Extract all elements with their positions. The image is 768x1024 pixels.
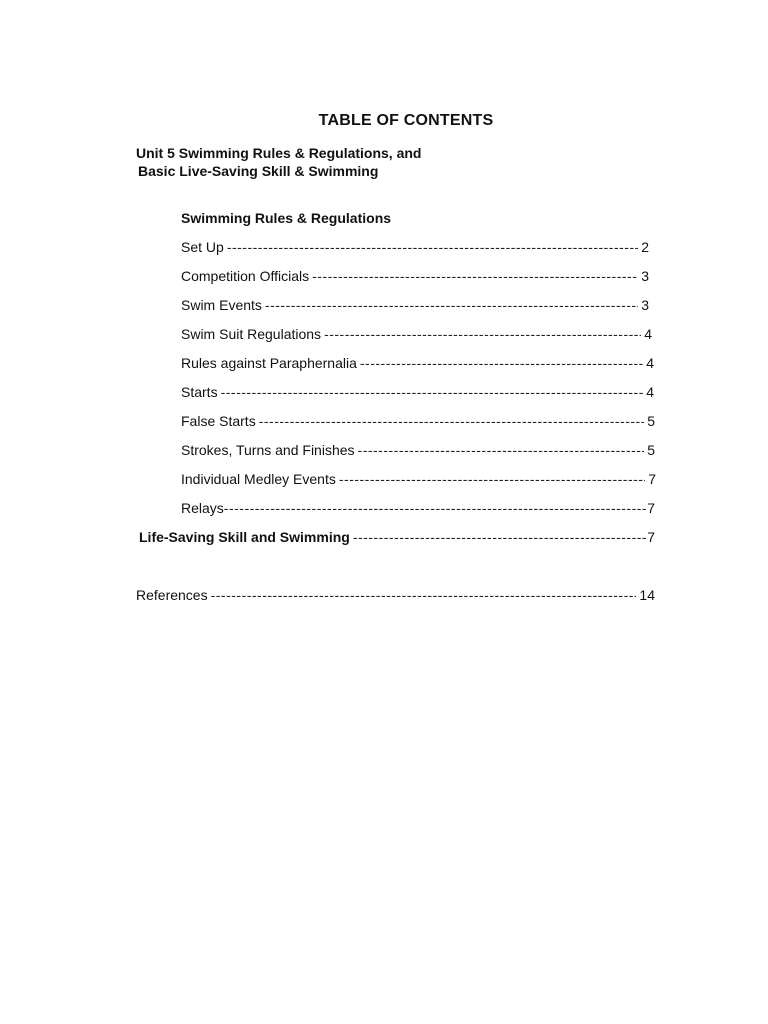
section-heading: Swimming Rules & Regulations [181, 210, 392, 226]
toc-entry-references[interactable] [136, 586, 655, 604]
dot-leader [360, 354, 643, 372]
toc-entry-label: Swim Events [181, 297, 262, 313]
dot-leader [324, 325, 641, 343]
dot-leader [312, 267, 638, 285]
toc-entry-life-saving[interactable] [139, 528, 655, 546]
toc-entry-label: Starts [181, 384, 218, 400]
toc-entry-swim-suit-regulations[interactable] [181, 325, 652, 343]
toc-entry-page: 7 [647, 500, 655, 516]
toc-entry-page: 2 [641, 239, 649, 255]
toc-entry-page: 4 [644, 326, 652, 342]
toc-entry-page: 5 [647, 442, 655, 458]
toc-entry-page: 3 [641, 268, 649, 284]
toc-entry-label: Set Up [181, 239, 224, 255]
toc-entry-label: Life-Saving Skill and Swimming [139, 529, 350, 545]
toc-entry-relays[interactable] [181, 499, 655, 517]
toc-entry-strokes-turns-finishes[interactable] [181, 441, 655, 459]
dot-leader [259, 412, 645, 430]
toc-entry-label: Swim Suit Regulations [181, 326, 322, 342]
dot-leader [221, 383, 644, 401]
toc-entry-rules-against-paraphernalia[interactable] [181, 354, 654, 372]
dot-leader [339, 470, 645, 488]
toc-entry-label: Individual Medley Events [181, 471, 336, 487]
toc-entry-label: False Starts [181, 413, 256, 429]
toc-entry-page: 4 [646, 355, 654, 371]
toc-entry-set-up[interactable] [181, 238, 649, 256]
toc-entry-false-starts[interactable] [181, 412, 655, 430]
dot-leader [265, 296, 638, 314]
unit-title-line-1: Unit 5 Swimming Rules & Regulations, and [136, 145, 422, 161]
toc-entry-starts[interactable] [181, 383, 654, 401]
dot-leader [211, 586, 637, 604]
dot-leader [358, 441, 645, 459]
toc-entry-page: 7 [647, 529, 655, 545]
dot-leader [353, 528, 647, 546]
toc-entry-label: Relays [181, 500, 224, 516]
toc-entry-page: 7 [648, 471, 656, 487]
toc-entry-page: 14 [639, 587, 655, 603]
toc-entry-label: References [136, 587, 208, 603]
toc-entry-page: 3 [641, 297, 649, 313]
dot-leader [224, 499, 647, 517]
toc-entry-label: Rules against Paraphernalia [181, 355, 357, 371]
toc-entry-page: 5 [647, 413, 655, 429]
toc-entry-individual-medley-events[interactable] [181, 470, 656, 488]
unit-title-line-2: Basic Live-Saving Skill & Swimming [138, 163, 379, 179]
dot-leader [227, 238, 638, 256]
unit-title [136, 144, 421, 180]
toc-entry-swim-events[interactable] [181, 296, 649, 314]
toc-entry-page: 4 [646, 384, 654, 400]
toc-entry-competition-officials[interactable] [181, 267, 649, 285]
toc-title: TABLE OF CONTENTS [318, 112, 494, 129]
toc-entry-label: Competition Officials [181, 268, 310, 284]
toc-entry-label: Strokes, Turns and Finishes [181, 442, 355, 458]
